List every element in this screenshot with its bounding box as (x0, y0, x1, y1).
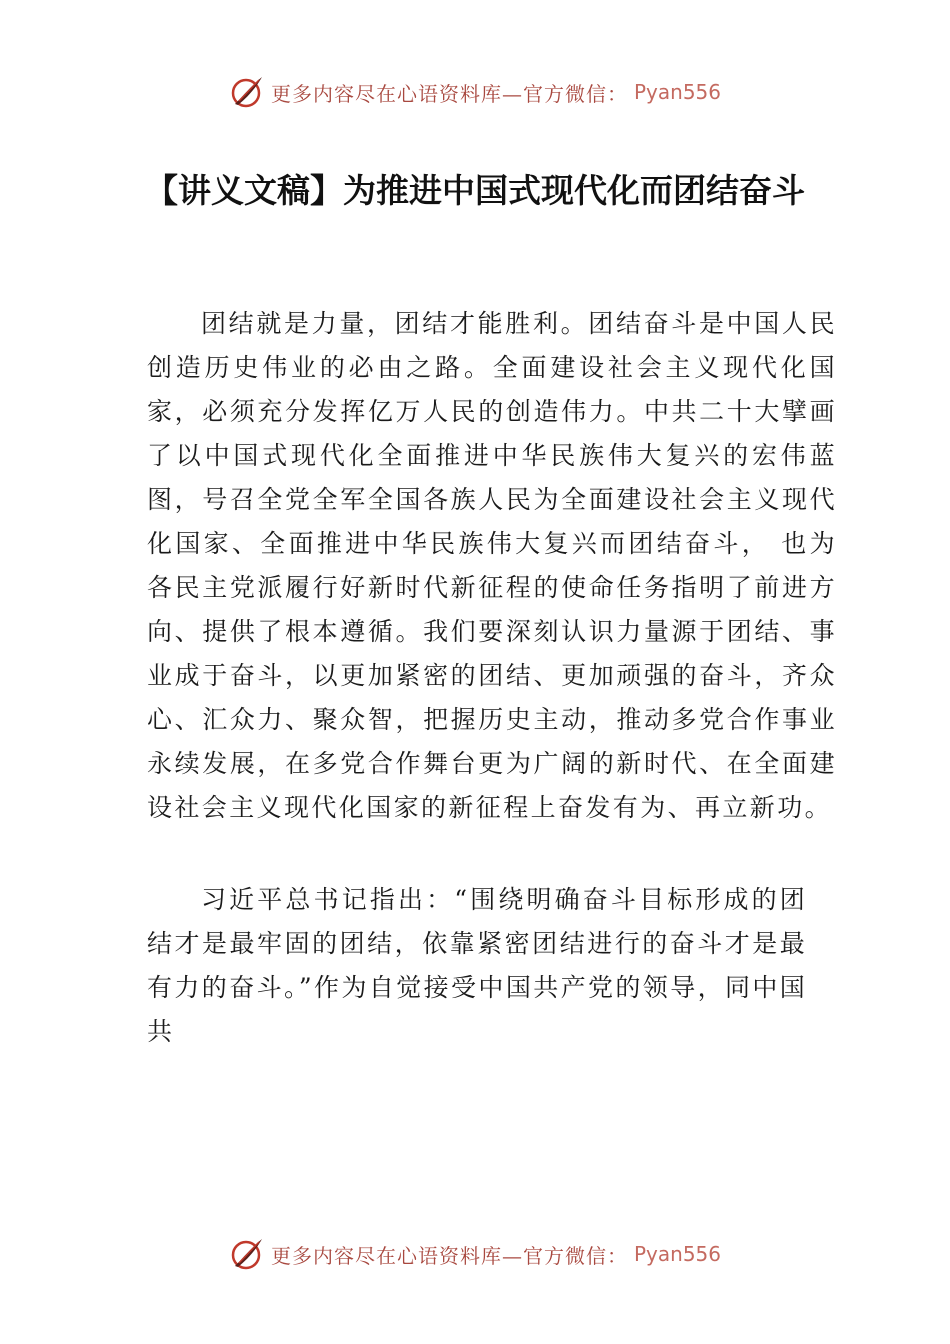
quill-pen-logo-icon (229, 1236, 265, 1272)
document-title: 【讲义文稿】为推进中国式现代化而团结奋斗 (145, 171, 805, 210)
banner-wechat-handle: Pyan556 (633, 1242, 721, 1266)
quill-pen-logo-icon (229, 74, 265, 110)
banner-wechat-handle: Pyan556 (633, 80, 721, 104)
header-banner (0, 74, 950, 110)
banner-text: 更多内容尽在心语资料库—官方微信： (270, 81, 628, 106)
paragraph-2: 习近平总书记指出：“围绕明确奋斗目标形成的团结才是最牢固的团结，依靠紧密团结进行的奋斗才是最有力的奋斗。”作为自觉接受中国共产党的领导，同中国共 (147, 885, 807, 1046)
banner-text: 更多内容尽在心语资料库—官方微信： (270, 1243, 628, 1268)
paragraph-1: 团结就是力量，团结才能胜利。团结奋斗是中国人民创造历史伟业的必由之路。全面建设社会主义现代化国家，必须充分发挥亿万人民的创造伟力。中共二十大擘画了以中国式现代化全面推进中华民族伟大复兴的宏伟蓝图，号召全党全军全国各族人民为全面建设社会主义现代化国家、全面推进中华民族伟大复兴而团结奋斗， 也为各民主党派履行好新时代新征程的使命任务指明了前进方向、提供了根本遵循。我们要深刻认识力量源于团结、事业成于奋斗，以更加紧密的团结、更加顽强的奋斗，齐众心、汇众力、聚众智，把握历史主动，推动多党合作事业永续发展，在多党合作舞台更为广阔的新时代、在全面建设社会主义现代化国家的新征程上奋发有为、再立新功。 (147, 309, 837, 822)
footer-banner (0, 1236, 950, 1272)
